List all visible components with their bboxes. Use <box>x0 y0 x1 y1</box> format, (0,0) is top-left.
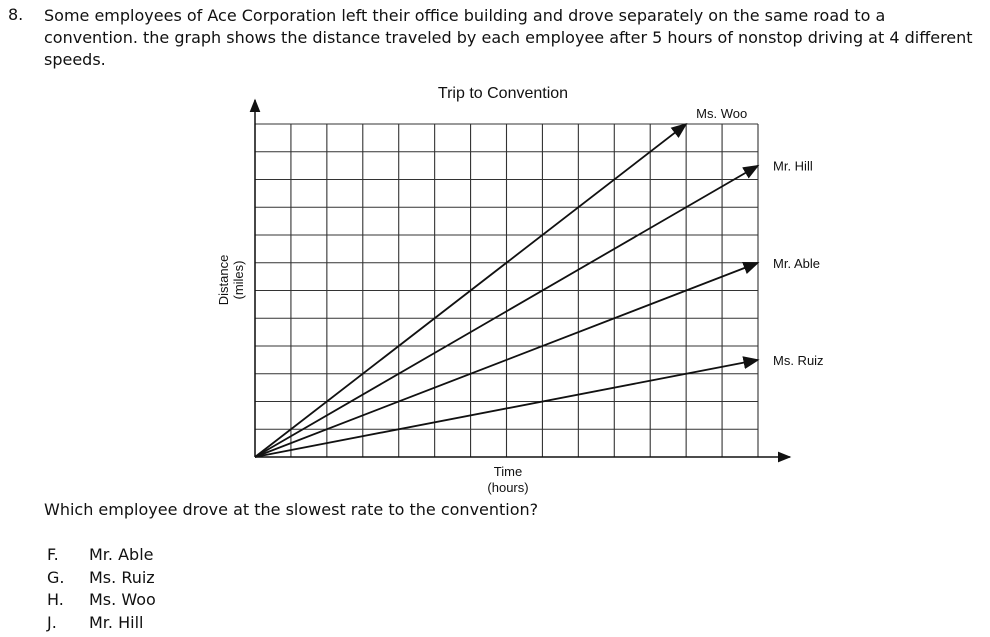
series-label-mr-able: Mr. Able <box>773 255 820 271</box>
choice-letter: F. <box>47 545 59 564</box>
choice-text: Mr. Hill <box>89 613 144 632</box>
answer-choice[interactable] <box>47 613 143 632</box>
x-axis-label-units: (hours) <box>487 480 529 495</box>
answer-choice[interactable] <box>47 568 155 587</box>
question-number: 8. <box>8 5 24 24</box>
series-label-ms-ruiz: Ms. Ruiz <box>773 352 824 368</box>
choice-letter: J. <box>47 613 57 632</box>
question-stem: Some employees of Ace Corporation left their office building and drove separately on the same road to a convention. the graph shows the distance traveled by each employee after 5 hours of nonstop driving at 4 different speeds. <box>44 6 973 69</box>
choice-letter: G. <box>47 568 65 587</box>
choice-text: Ms. Woo <box>89 590 156 609</box>
choice-text: Ms. Ruiz <box>89 568 155 587</box>
choice-text: Mr. Able <box>89 545 154 564</box>
x-axis-label: Time <box>493 464 523 479</box>
choice-letter: H. <box>47 590 64 609</box>
chart-title: Trip to Convention <box>437 85 569 102</box>
y-axis-label: Distance <box>216 254 231 306</box>
question-prompt: Which employee drove at the slowest rate to the convention? <box>44 500 539 519</box>
chart-grid <box>255 124 758 457</box>
answer-choice[interactable] <box>47 545 153 564</box>
series-label-ms-woo: Ms. Woo <box>696 106 748 121</box>
answer-choice[interactable] <box>47 590 156 609</box>
y-axis-label-units: (miles) <box>231 260 246 300</box>
series-label-mr-hill: Mr. Hill <box>773 158 813 174</box>
